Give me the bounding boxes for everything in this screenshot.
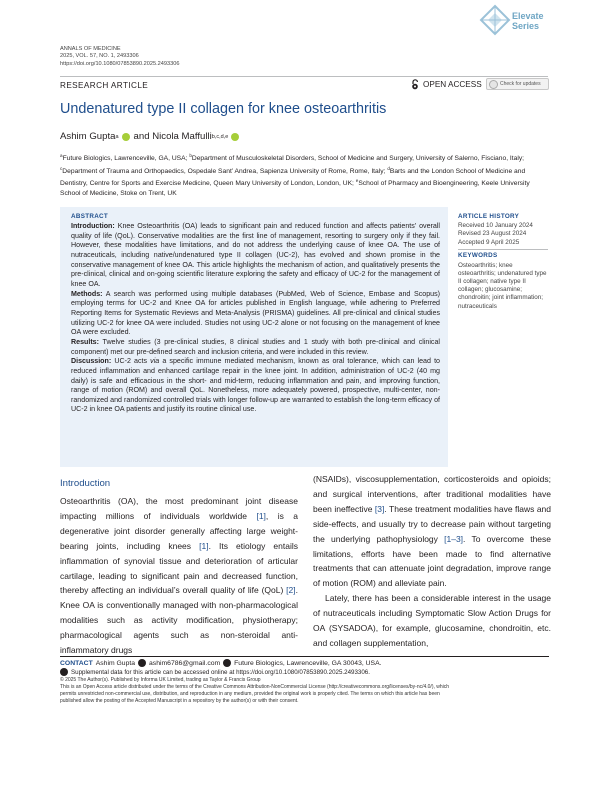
logo-diamond-icon (478, 3, 512, 39)
body-text: . These treatment modalities have flaws and side-effects, and usually try to decrease pain without targeting the underlying pathophysiology (313, 503, 552, 544)
abstract-results: Twelve studies (3 pre-clinical studies, 8 clinical studies and 1 study with both pre-clinical and clinical component) met our pre-defined search and inclusion criteria, and were included in this review. (71, 337, 440, 356)
article-title: Undenatured type II collagen for knee osteoarthritis (60, 101, 387, 117)
abstract-discussion-pre: UC-2 acts (111, 357, 151, 366)
author-list (60, 131, 243, 142)
contact-line (60, 659, 382, 667)
contact-name: Ashim Gupta (95, 659, 136, 667)
abstract-body (71, 222, 440, 415)
body-text: . To overcome these limitations, efforts have been made to find alternative treatments that can attenuate joint degradation, improve range of motion (ROM) and alleviate pain. (313, 533, 552, 589)
journal-header (60, 46, 179, 68)
affiliation: Department of Trauma and Orthopaedics, Ospedale Sant’ Andrea, Sapienza University of Rome, Rome, Italy; (62, 167, 388, 175)
article-type: RESEARCH ARTICLE (60, 81, 149, 90)
citation-link[interactable]: [1] (256, 510, 266, 521)
affil-sup: d (387, 165, 390, 171)
citation-link[interactable]: [2] (286, 585, 296, 596)
body-column-right (313, 472, 551, 651)
affiliation: School of Pharmacy and Bioengineering, Keele University School of Medicine, Stoke on Trent, UK (60, 180, 530, 198)
article-metadata (458, 213, 548, 311)
keywords-list: Osteoarthritis; knee osteoarthritis; undenatured type II collagen; native type II collagen; glucosamine; chondroitin; joint inflammation; nutraceuticals (458, 261, 547, 310)
copyright-line: © 2025 The Author(s). Published by Informa UK Limited, trading as Taylor & Francis Group (60, 677, 261, 683)
keywords-heading: KEYWORDS (458, 252, 498, 260)
author-name[interactable]: Ashim Gupta (60, 131, 116, 142)
abstract-discussion: a specific immune mediated mechanism, known as oral tolerance, which can lead to reduced inflammation and enhanced cartilage repair in the knee joint. In addition, administration of UC-2 (40 mg daily) is safe and efficacious in the short- and mid-term, reducing inflammation and pain, and improving function, range of motion (ROM) and overall QoL. Nonetheless, more adequately powered, prospective, multi-center, non-randomized and randomized controlled trials with longer follow-up are warranted to establish the long-term efficacy of UC-2 in knee OA patients and justify its routine clinical use. (71, 357, 440, 414)
body-paragraph: Lately, there has been a considerable interest in the usage of nutraceuticals including Symptomatic Slow Action Drugs for OA (SYSADOA), for example, glucosamine, chondroitin, etc. and collagen supplementation, (313, 593, 551, 648)
orcid-icon[interactable] (122, 133, 130, 141)
author-affiliation-sup: a (115, 133, 119, 140)
abstract-discussion-label: Discussion: (71, 357, 112, 366)
affiliation: Future Biologics, Lawrenceville, GA, USA; (62, 155, 190, 162)
affiliation: Barts and the London School of Medicine and Dentistry, Centre for Sports and Exercise Medicine, Queen Mary University of London, London, UK; (60, 167, 526, 188)
license-notice (60, 677, 550, 705)
abstract-heading: ABSTRACT (71, 213, 109, 220)
author-conjunction: and (133, 131, 150, 142)
license-line: published allow the posting of the Accepted Manuscript in a repository by the author(s) or with their consent. (60, 697, 299, 704)
license-line: This is an Open Access article distributed under the terms of the Creative Commons Attribution-NonCommercial License (http://creativecommons.org/licenses/by-nc/4.0/), which (60, 683, 450, 690)
history-received: Received 10 January 2024 (458, 222, 533, 230)
abstract-results-label: Results: (71, 337, 99, 346)
open-access-badge (410, 79, 482, 90)
body-text: . Its etiology entails inflammation of synovial tissue and deterioration of articular cartilage, leading to significant pain and decreased function, thereby affecting an individual’s overall quality of life (QoL) (60, 540, 298, 596)
address-icon (223, 659, 231, 667)
check-for-updates-button[interactable] (486, 78, 549, 90)
contact-email-link[interactable]: ashim6786@gmail.com (149, 659, 221, 667)
affil-sup: b (189, 153, 192, 158)
introduction-heading: Introduction (60, 478, 111, 489)
body-text: , is a degenerative joint disorder generally affecting large weight-bearing joints, including knees (60, 510, 298, 551)
email-icon (138, 659, 146, 667)
affil-sup: e (355, 178, 359, 184)
license-line: permits unrestricted non-commercial use, distribution, and reproduction in any medium, provided the original work is properly cited. The terms on which this article has been (60, 690, 440, 697)
open-lock-icon (410, 79, 420, 90)
body-text: . Knee OA is conventionally managed with non-pharmacological modalities such as activity modification, physiotherapy; pharmacological agents such as non-steroidal anti-inflammatory drugs (60, 585, 298, 656)
history-accepted: Accepted 9 April 2025 (458, 238, 520, 246)
check-updates-label: Check for updates (500, 81, 541, 87)
author-affiliation-sup: b,c,d,e (211, 133, 229, 140)
footer-divider (60, 656, 549, 657)
history-revised: Revised 23 August 2024 (458, 230, 527, 238)
abstract-methods-label: Methods: (71, 289, 103, 298)
affil-sup: c (60, 165, 63, 171)
abstract-intro: Knee Osteoarthritis (OA) leads to significant pain and reduced function and affects patients’ overall quality of life (QoL). Conservative modalities are the first line of management, resorting to surgery only if they fail. However, these modalities have limitations, and do not address the underlying cause of knee OA. The use of nutraceuticals, including native/undenatured type II collagen (UC-2), has evolved and shown promise in the conservative management of knee OA. This article highlights the mechanism of action, and qualitatively presents the pre-clinical, clinical and on-going scientific literature exploring the safety and efficacy of UC-2 for the management of knee OA. (71, 222, 440, 288)
citation-link[interactable]: [1–3] (444, 533, 464, 544)
orcid-icon[interactable] (231, 133, 239, 141)
logo-line-1: Elevate (512, 11, 544, 21)
supplemental-data-icon (60, 668, 68, 676)
body-text: (NSAIDs), viscosupplementation, corticosteroids and opioids; and surgical interventions, after traditional modalities have been ineffective (313, 474, 551, 514)
supplemental-text[interactable]: Supplemental data for this article can be accessed online at https://doi.org/10.1080/07853890.2025.2493306. (71, 668, 370, 676)
citation-link[interactable]: [3] (374, 503, 385, 514)
abstract-intro-label: Introduction: (71, 222, 115, 230)
metadata-divider (458, 249, 548, 250)
open-access-label: OPEN ACCESS (423, 80, 482, 89)
abstract-methods: A search was performed using multiple databases (PubMed, Web of Science, Embase and Scopus) employing terms for UC-2 and Knee OA for articles published in English language, while adhering to Preferred Reporting Items for Systematic Reviews and Meta-Analysis (PRISMA) guidelines. All pre-clinical and clinical studies utilizing UC-2 for knee OA were included. Studies not using UC-2 alone or not focusing on the management of knee OA were excluded. (71, 289, 440, 337)
article-history-heading: ARTICLE HISTORY (458, 213, 520, 220)
author-name[interactable]: Nicola Maffulli (152, 131, 212, 142)
logo-line-2: Series (512, 21, 540, 31)
abstract-discussion-via: via (150, 357, 160, 366)
contact-label: CONTACT (60, 659, 93, 667)
affiliations (60, 151, 550, 199)
header-divider (60, 76, 548, 77)
contact-address: Future Biologics, Lawrenceville, GA 30043, USA. (234, 659, 382, 667)
affil-sup: a (60, 153, 63, 158)
body-column-left (60, 494, 298, 658)
citation-link[interactable]: [1] (199, 540, 209, 551)
body-text: Osteoarthritis (OA), the most predominant joint disease impacting millions of individuals worldwide (60, 496, 298, 521)
journal-doi-link[interactable]: https://doi.org/10.1080/07853890.2025.2493306 (60, 60, 180, 67)
supplemental-line (60, 668, 370, 676)
affiliation: Department of Musculoskeletal Disorders, School of Medicine and Surgery, University of Salerno, Fisciano, Italy; (191, 155, 525, 162)
publisher-logo (478, 3, 598, 39)
check-updates-icon (489, 80, 498, 89)
journal-volume: 2025, VOL. 57, NO. 1, 2493306 (60, 53, 139, 60)
journal-name: ANNALS OF MEDICINE (60, 46, 121, 52)
